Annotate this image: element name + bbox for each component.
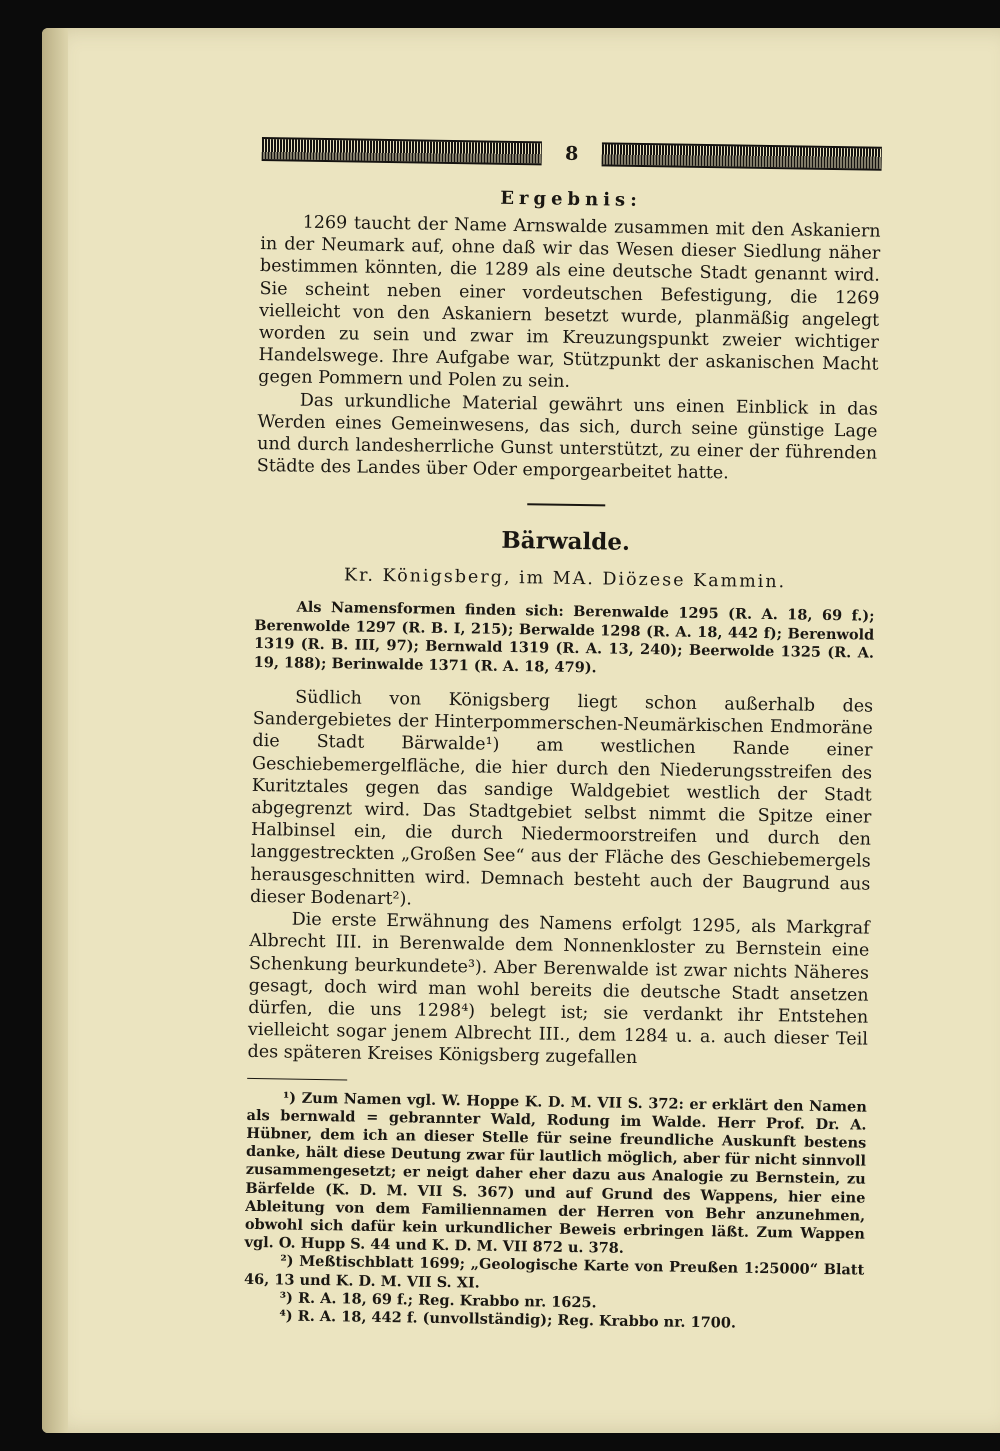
result-heading: Ergebnis: — [500, 187, 642, 211]
page-header — [262, 136, 882, 172]
name-forms: Als Namensformen finden sich: Berenwalde 1295 (R. A. 18, 69 f.); Berenwolde 1297 (R. B. I, 215); Berwalde 1298 (R. A. 18, 442 f); Berenwold 1319 (R. B. III, 97); Bernwald 1319 (R. A. 13, 240); Beerwolde 1325 (R. A. 19, 188); Berinwalde 1371 (R. A. 18, 479). — [253, 599, 875, 676]
page-content — [243, 136, 882, 1335]
header-ornament-left — [262, 137, 542, 165]
book-page — [42, 28, 1000, 1433]
body-paragraph-2: Die erste Erwähnung des Namens erfolgt 1295, als Markgraf Albrecht III. in Berenwalde dem Nonnenkloster zu Bernstein eine Schenkung beurkundete³). Aber Berenwalde ist zwar nichts Näheres gesagt, doch wird man wohl bereits die deutsche Stadt ansetzen dürfen, die uns 1298⁴) belegt ist; sie verdankt ihr Entstehen vielleicht sogar jenem Albrecht III., dem 1284 u. a. auch dieser Teil des späteren Kreises Königsberg zugefallen — [247, 909, 870, 1069]
page-number: 8 — [564, 142, 579, 165]
result-paragraph-1: 1269 taucht der Name Arnswalde zusammen mit den Askaniern in der Neumark auf, ohne daß wir das Wesen dieser Siedlung näher bestimmen könnten, die 1289 als eine deutsche Stadt genannt wird. Sie scheint neben einer vordeutschen Befestigung, die 1269 vielleicht von den Askaniern besetzt wurde, planmäßig angelegt worden zu sein und zwar im Kreuzungspunkt zweier wichtiger Handelswege. Ihre Aufgabe war, Stützpunkt der askanischen Macht gegen Pommern und Polen zu sein. — [258, 212, 881, 393]
footnote-1: ¹) Zum Namen vgl. W. Hoppe K. D. M. VII S. 372: er erklärt den Namen als bernwald = gebrannter Wald, Rodung im Walde. Herr Prof. Dr. A. Hübner, dem ich an dieser Stelle für seine freundliche Auskunft bestens danke, hält diese Deutung zwar für lautlich möglich, aber für nicht sinnvoll zusammengesetzt; er neigt daher eher dazu aus Analogie zu Bernstein, zu Bärfelde (K. D. M. VII S. 367) und auf Grund des Wappens, hier eine Ableitung von dem Familiennamen der Herren von Behr anzunehmen, obwohl sich dafür kein urkundlicher Beweis erbringen läßt. Zum Wappen vgl. O. Hupp S. 44 und K. D. M. VII 872 u. 378. — [244, 1088, 867, 1257]
page-gutter — [42, 28, 68, 1433]
footnote-2: ²) Meßtischblatt 1699; „Geologische Karte von Preußen 1:25000“ Blatt 46, 13 und K. D. M. VII S. XI. — [243, 1252, 865, 1292]
section-divider — [527, 504, 605, 507]
footnote-4: ⁴) R. A. 18, 442 f. (unvollständig); Reg. Krabbo nr. 1700. — [279, 1307, 737, 1332]
result-paragraph-2: Das urkundliche Material gewährt uns einen Einblick in das Werden eines Gemeinwesens, das sich, durch seine günstige Lage und durch landesherrliche Gunst unterstützt, zu einer der führenden Städte des Landes über Oder emporgearbeitet hatte. — [256, 390, 878, 484]
district-line: Kr. Königsberg, im MA. Diözese Kammin. — [343, 565, 787, 593]
footnote-rule — [247, 1077, 347, 1080]
header-ornament-right — [602, 142, 882, 170]
body-paragraph-1: Südlich von Königsberg liegt schon außerhalb des Sandergebietes der Hinterpommerschen-Neumärkischen Endmoräne die Stadt Bärwalde¹) am westlichen Rande einer Geschiebemergelfläche, die hier durch den Niederungsstreifen des Kuritztales gegen das sandige Waldgebiet westlich der Stadt abgegrenzt wird. Das Stadtgebiet selbst nimmt die Spitze einer Halbinsel ein, die durch Niedermoorstreifen und durch den langgestreckten „Großen See“ aus der Fläche des Geschiebemergels herausgeschnitten wird. Demnach besteht auch der Baugrund aus dieser Bodenart²). — [249, 687, 874, 910]
footnote-3: ³) R. A. 18, 69 f.; Reg. Krabbo nr. 1625. — [279, 1289, 597, 1312]
section-title: Bärwalde. — [501, 527, 631, 557]
